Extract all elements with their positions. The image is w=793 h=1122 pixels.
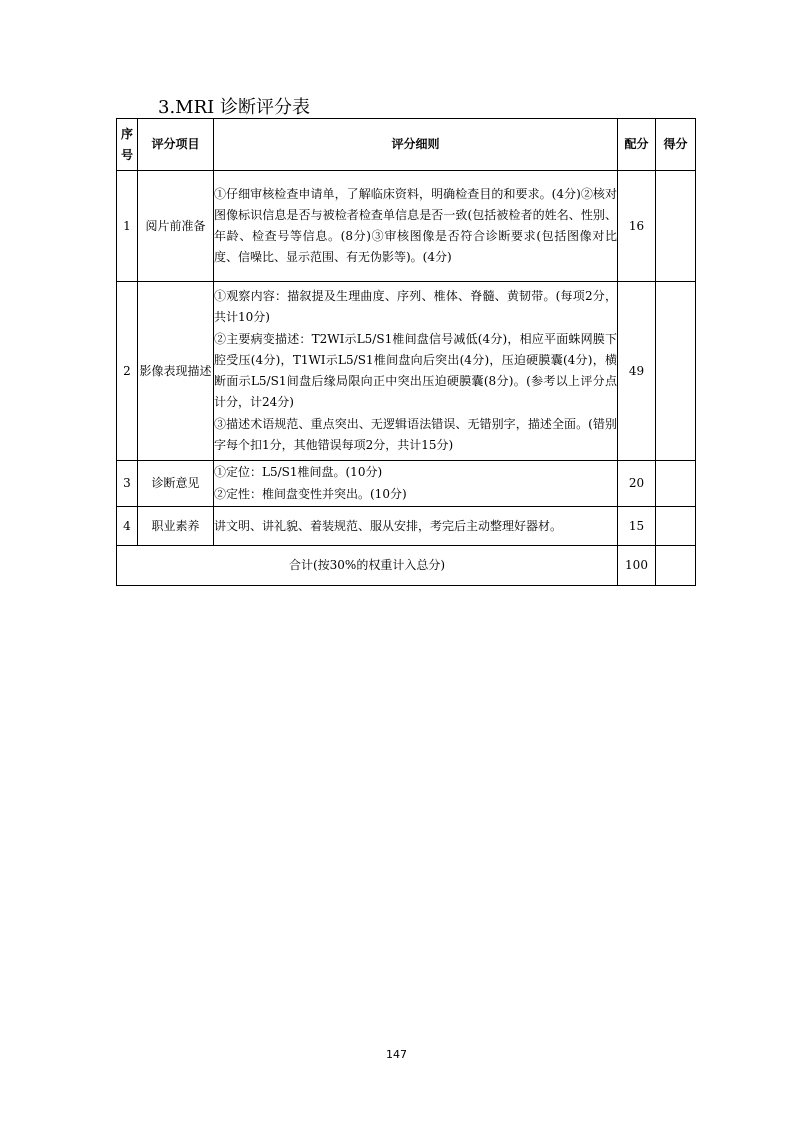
detail-line: ①定位：L5/S1椎间盘。(10分) <box>214 465 383 479</box>
header-detail: 评分细则 <box>214 119 618 171</box>
row-no: 2 <box>117 282 138 461</box>
row-detail <box>214 507 618 546</box>
row-detail <box>214 171 618 282</box>
scoring-table <box>116 118 696 586</box>
row-points: 15 <box>618 507 656 546</box>
row-no: 1 <box>117 171 138 282</box>
detail-line: ②定性：椎间盘变性并突出。(10分) <box>214 487 407 501</box>
page-number: 147 <box>386 1048 407 1061</box>
row-score <box>656 461 696 507</box>
detail-line: ②主要病变描述：T2WI示L5/S1椎间盘信号减低(4分)，相应平面蛛网膜下腔受压(4分)，T1WI示L5/S1椎间盘向后突出(4分)，压迫硬膜囊(4分)，横断面示L5/S1间盘后缘局限向正中突出压迫硬膜囊(8分)。(参考以上评分点计分，计24分) <box>214 332 617 409</box>
row-points: 49 <box>618 282 656 461</box>
header-item: 评分项目 <box>138 119 214 171</box>
row-item: 职业素养 <box>138 507 214 546</box>
table-header-row <box>117 119 696 171</box>
row-points: 16 <box>618 171 656 282</box>
row-item: 诊断意见 <box>138 461 214 507</box>
row-score <box>656 282 696 461</box>
total-score <box>656 546 696 586</box>
row-detail <box>214 282 618 461</box>
detail-line: ①观察内容：描叙提及生理曲度、序列、椎体、脊髓、黄韧带。(每项2分，共计10分) <box>214 289 617 324</box>
header-points: 配分 <box>618 119 656 171</box>
row-item: 阅片前准备 <box>138 171 214 282</box>
total-label: 合计(按30%的权重计入总分) <box>117 546 618 586</box>
row-score <box>656 171 696 282</box>
total-points: 100 <box>618 546 656 586</box>
detail-line: 讲文明、讲礼貌、着装规范、服从安排，考完后主动整理好器材。 <box>214 518 563 533</box>
detail-line: ①仔细审核检查申请单，了解临床资料，明确检查目的和要求。(4分)②核对图像标识信息是否与被检者检查单信息是否一致(包括被检者的姓名、性别、年龄、检查号等信息。(8分)③审核图像是否符合诊断要求(包括图像对比度、信噪比、显示范围、有无伪影等)。(4分) <box>214 187 617 264</box>
row-no: 3 <box>117 461 138 507</box>
row-points: 20 <box>618 461 656 507</box>
header-score: 得分 <box>656 119 696 171</box>
detail-line: ③描述术语规范、重点突出、无逻辑语法错误、无错别字，描述全面。(错别字每个扣1分，其他错误每项2分，共计15分) <box>214 417 617 452</box>
table-row <box>117 282 696 461</box>
table-row <box>117 171 696 282</box>
row-detail <box>214 461 618 507</box>
table-total-row <box>117 546 696 586</box>
page-title: 3.MRI 诊断评分表 <box>158 97 310 118</box>
table-row <box>117 507 696 546</box>
row-item: 影像表现描述 <box>138 282 214 461</box>
row-score <box>656 507 696 546</box>
row-no: 4 <box>117 507 138 546</box>
table-row <box>117 461 696 507</box>
header-no: 序号 <box>117 119 138 171</box>
